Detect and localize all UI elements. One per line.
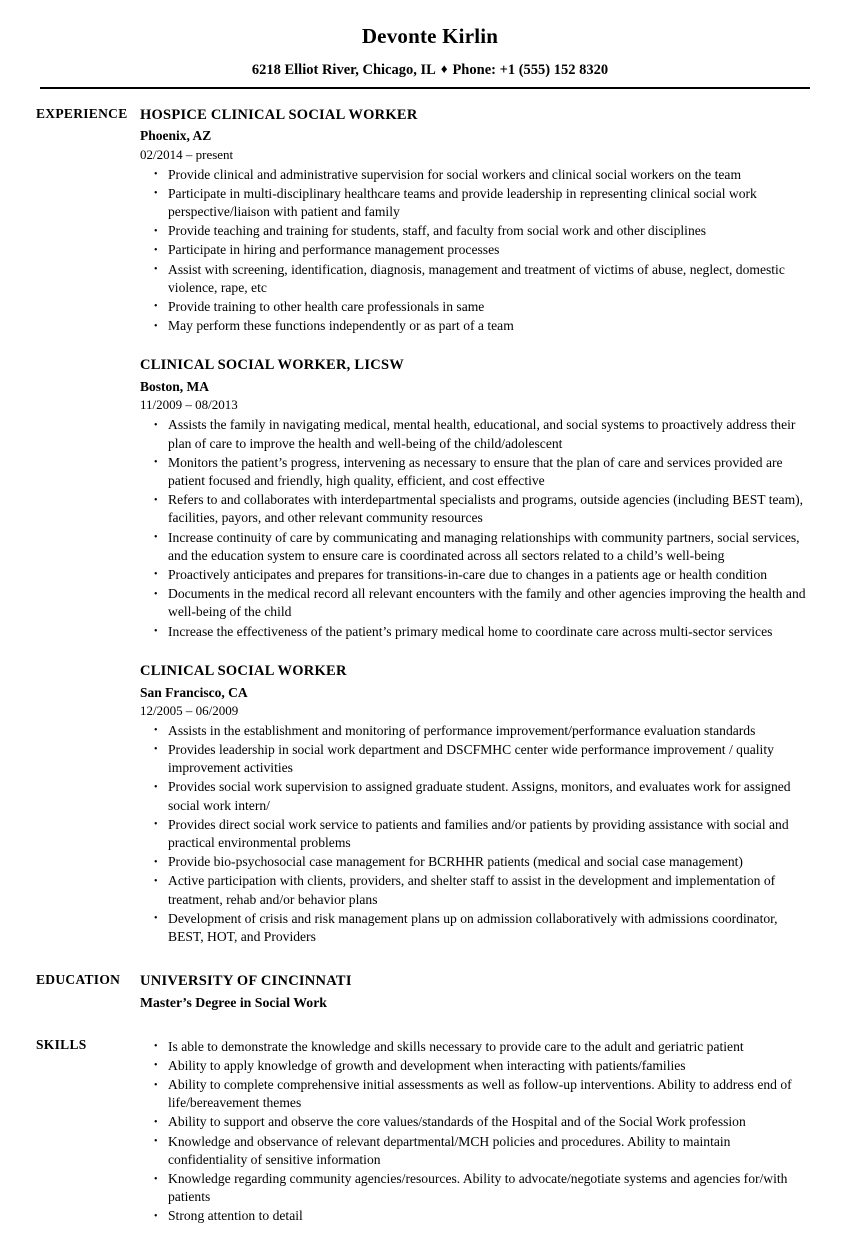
bullet-item: • Refers to and collaborates with interdepartmental specialists and programs, outside agencies (including BEST team), facilities, payors, and other relevant community resources <box>140 491 810 527</box>
job-title: CLINICAL SOCIAL WORKER <box>140 662 347 679</box>
bullet-item: • Knowledge regarding community agencies/resources. Ability to advocate/negotiate systems and agencies for/with patients <box>140 1170 810 1206</box>
experience-section <box>0 106 860 947</box>
contact-line <box>0 61 860 79</box>
skills-bullet-list <box>140 1038 810 1226</box>
bullet-item: • Assists in the establishment and monitoring of performance improvement/performance evaluation standards <box>140 722 810 740</box>
candidate-name: Devonte Kirlin <box>361 24 499 48</box>
bullet-item: • Participate in multi-disciplinary healthcare teams and provide leadership in representing clinical social work perspective/liaison with patient and family <box>140 185 810 221</box>
job-bullet-list <box>140 416 810 640</box>
bullet-item: • Ability to support and observe the core values/standards of the Hospital and of the Social Work profession <box>140 1113 810 1131</box>
job-entry <box>140 662 810 946</box>
bullet-item: • Provide bio-psychosocial case management for BCRHHR patients (medical and social case management) <box>140 853 810 871</box>
job-location: Boston, MA <box>140 379 210 395</box>
contact-address: 6218 Elliot River, Chicago, IL <box>251 62 436 79</box>
education-entries <box>140 972 860 1012</box>
job-title: HOSPICE CLINICAL SOCIAL WORKER <box>140 106 418 123</box>
bullet-item: • Is able to demonstrate the knowledge and skills necessary to provide care to the adult and geriatric patient <box>140 1038 810 1056</box>
contact-phone: Phone: +1 (555) 152 8320 <box>452 62 609 79</box>
job-bullet-list <box>140 722 810 946</box>
bullet-item: • Increase continuity of care by communicating and managing relationships with community partners, social services, and the education system to ensure care is coordinated across all sectors related to a child’s well-being <box>140 529 810 565</box>
bullet-item: • Provide teaching and training for students, staff, and faculty from social work and other disciplines <box>140 222 810 240</box>
education-section <box>0 972 860 1012</box>
bullet-item: • Ability to complete comprehensive initial assessments as well as follow-up interventions. Ability to address end of life/bereavement themes <box>140 1076 810 1112</box>
bullet-item: • Assists the family in navigating medical, mental health, educational, and social systems to proactively address their plan of care to improve the health and well-being of the child/adolescent <box>140 416 810 452</box>
bullet-item: • Monitors the patient’s progress, intervening as necessary to ensure that the plan of care and services provided are patient focused and friendly, high quality, efficient, and cost effective <box>140 454 810 490</box>
bullet-item: • Development of crisis and risk management plans up on admission collaboratively with admissions coordinator, BEST, HOT, and Providers <box>140 910 810 946</box>
header-divider <box>40 87 810 89</box>
job-dates: 02/2014 – present <box>140 146 234 162</box>
experience-entries <box>140 106 860 947</box>
experience-section-label: EXPERIENCE <box>36 105 128 121</box>
resume-header <box>0 0 860 89</box>
job-dates: 12/2005 – 06/2009 <box>140 702 239 718</box>
job-location: San Francisco, CA <box>140 684 248 700</box>
bullet-item: • Provide clinical and administrative supervision for social workers and clinical social workers on the team <box>140 166 810 184</box>
bullet-item: • May perform these functions independently or as part of a team <box>140 317 810 335</box>
bullet-item: • Proactively anticipates and prepares for transitions-in-care due to changes in a patients age or health condition <box>140 566 810 584</box>
job-title: CLINICAL SOCIAL WORKER, LICSW <box>140 357 405 374</box>
bullet-item: • Provides leadership in social work department and DSCFMHC center wide performance improvement / quality improvement activities <box>140 741 810 777</box>
skills-section-label: SKILLS <box>36 1036 87 1052</box>
job-dates: 11/2009 – 08/2013 <box>140 397 238 413</box>
skills-entries <box>140 1037 860 1226</box>
bullet-item: • Assist with screening, identification, diagnosis, management and treatment of victims of abuse, neglect, domestic violence, rape, etc <box>140 261 810 297</box>
job-location: Phoenix, AZ <box>140 128 212 144</box>
job-bullet-list <box>140 166 810 336</box>
bullet-item: • Participate in hiring and performance management processes <box>140 241 810 259</box>
education-school: UNIVERSITY OF CINCINNATI <box>140 973 352 990</box>
bullet-item: • Provides social work supervision to assigned graduate student. Assigns, monitors, and evaluates work for assigned social work intern/ <box>140 778 810 814</box>
job-entry <box>140 356 810 640</box>
education-section-label: EDUCATION <box>36 972 121 988</box>
bullet-item: • Ability to apply knowledge of growth and development when interacting with patients/families <box>140 1057 810 1075</box>
bullet-item: • Provide training to other health care professionals in same <box>140 298 810 316</box>
bullet-item: • Increase the effectiveness of the patient’s primary medical home to coordinate care across multi-sector services <box>140 623 810 641</box>
bullet-item: • Active participation with clients, providers, and shelter staff to assist in the development and implementation of treatment, rehab and/or behavior plans <box>140 872 810 908</box>
diamond-separator-icon: ♦ <box>440 61 448 77</box>
bullet-item: • Strong attention to detail <box>140 1207 810 1225</box>
bullet-item: • Provides direct social work service to patients and families and/or patients by providing assistance with social and practical environmental problems <box>140 816 810 852</box>
bullet-item: • Knowledge and observance of relevant departmental/MCH policies and procedures. Ability to maintain confidentiality of sensitive information <box>140 1133 810 1169</box>
skills-section <box>0 1037 860 1226</box>
job-entry <box>140 106 810 336</box>
bullet-item: • Documents in the medical record all relevant encounters with the family and other agencies improving the health and well-being of the child <box>140 585 810 621</box>
education-entry <box>140 972 810 1012</box>
education-degree: Master’s Degree in Social Work <box>140 994 327 1010</box>
